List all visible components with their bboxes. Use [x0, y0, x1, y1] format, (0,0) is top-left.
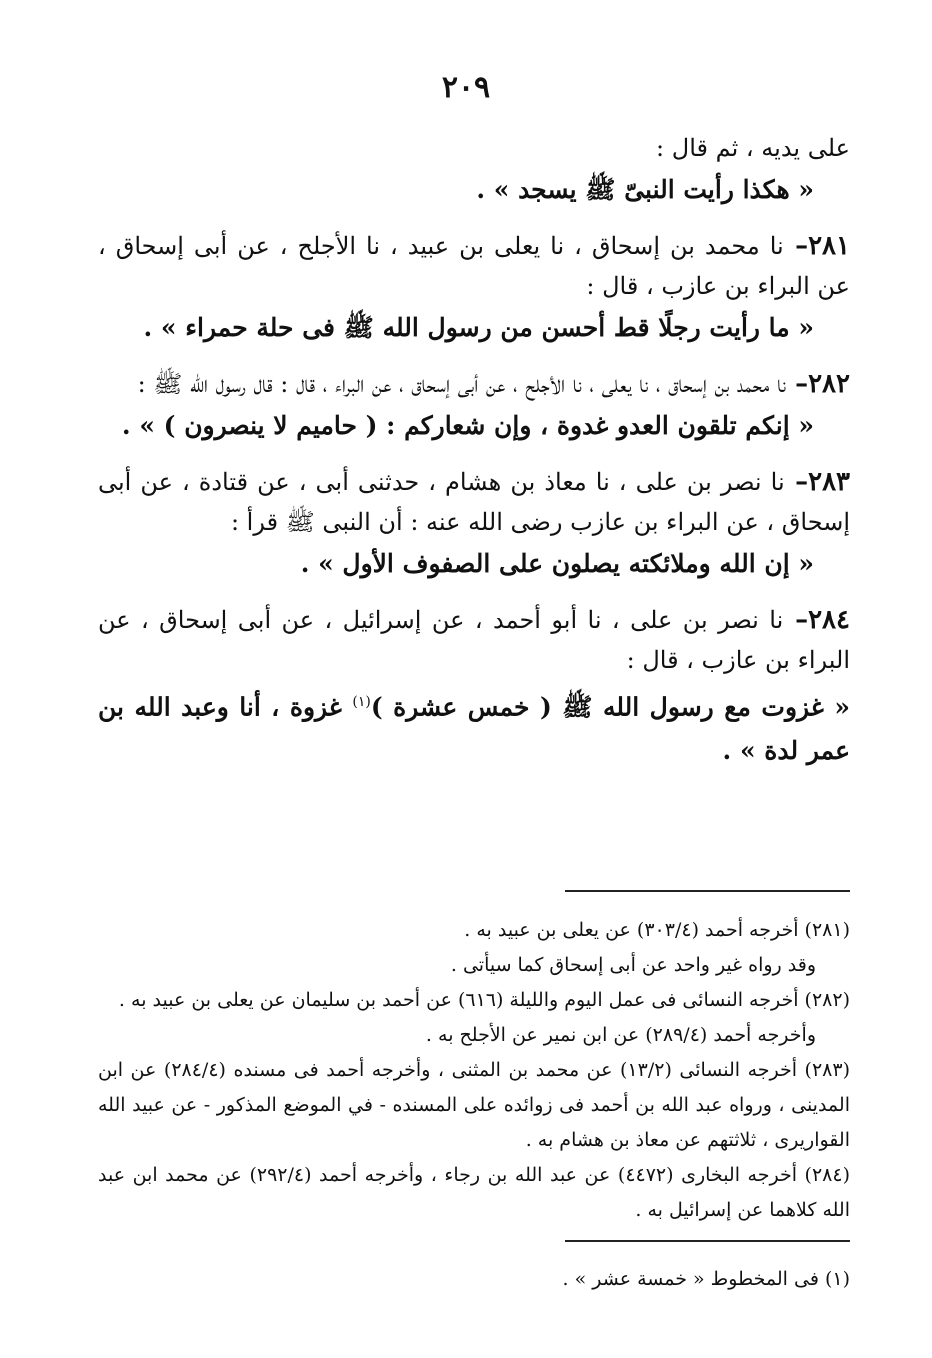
- hadith-number: ٢٨٢: [808, 369, 850, 399]
- quote-part: « غزوت مع رسول الله ﷺ ( خمس عشرة ): [370, 692, 850, 722]
- hadith-283: [98, 462, 850, 542]
- hadith-number: ٢٨٣: [808, 467, 851, 497]
- spacer: [98, 350, 850, 364]
- spacer: [98, 586, 850, 600]
- footnote-282: (٢٨٢) أخرجه النسائى فى عمل اليوم والليلة (٦١٦) عن أحمد بن سليمان عن يعلى بن عبيد به .: [118, 989, 850, 1011]
- footnotes: [98, 913, 850, 1228]
- hadith-number: ٢٨١: [808, 231, 850, 261]
- quote-part: غزوة ، أنا وعبد الله بن عمر لدة » .: [98, 692, 850, 766]
- hadith-281: [98, 226, 850, 306]
- footnote-284: (٢٨٤) أخرجه البخارى (٤٤٧٢) عن عبد الله بن رجاء ، وأخرجه أحمد (٢٩٢/٤) عن محمد ابن عبد الله كلاهما عن إسرائيل به .: [98, 1164, 850, 1221]
- main-text: [98, 128, 850, 773]
- hadith-dash: –: [786, 369, 809, 399]
- manuscript-note-text: (١) فى المخطوط « خمسة عشر » .: [562, 1268, 850, 1290]
- footnote-281: (٢٨١) أخرجه أحمد (٣٠٣/٤) عن يعلى بن عبيد به .: [464, 919, 850, 941]
- footnote-divider: [565, 890, 850, 892]
- hadith-quote: « إن الله وملائكته يصلون على الصفوف الأول » .: [300, 549, 814, 578]
- footnote-divider-2: [565, 1240, 850, 1242]
- hadith-text: نا نصر بن على ، نا أبو أحمد ، عن إسرائيل ، عن أبى إسحاق ، عن البراء بن عازب ، قال :: [98, 606, 850, 674]
- intro-quote: « هكذا رأيت النبىّ ﷺ يسجد » .: [476, 175, 814, 204]
- hadith-dash: –: [783, 231, 809, 261]
- spacer: [98, 448, 850, 462]
- footnote-282-cont: وأخرجه أحمد (٢٨٩/٤) عن ابن نمير عن الأجلح به .: [425, 1024, 816, 1046]
- hadith-text: نا محمد بن إسحاق ، نا يعلى ، نا الأجلح ، عن أبى إسحاق ، عن البراء ، قال : قال رسول الله ﷺ :: [137, 370, 787, 398]
- footnote-ref: (١): [352, 694, 371, 710]
- hadith-quote: « ما رأيت رجلًا قط أحسن من رسول الله ﷺ فى حلة حمراء » .: [143, 313, 814, 342]
- hadith-quote: [98, 680, 850, 773]
- page-number: ٢٠٩: [441, 70, 491, 105]
- footnote-281-cont: وقد رواه غير واحد عن أبى إسحاق كما سيأتى .: [450, 954, 816, 976]
- hadith-number: ٢٨٤: [808, 605, 850, 635]
- hadith-282: [98, 364, 850, 404]
- spacer: [98, 212, 850, 226]
- hadith-quote: « إنكم تلقون العدو غدوة ، وإن شعاركم : ( حاميم لا ينصرون ) » .: [121, 411, 814, 440]
- hadith-text: نا نصر بن على ، نا معاذ بن هشام ، حدثنى أبى ، عن قتادة ، عن أبى إسحاق ، عن البراء بن عازب رضى الله عنه : أن النبى ﷺ قرأ :: [98, 468, 850, 536]
- hadith-dash: –: [784, 467, 809, 497]
- intro-line: على يديه ، ثم قال :: [656, 134, 850, 162]
- manuscript-note: [98, 1262, 850, 1297]
- footnote-283: (٢٨٣) أخرجه النسائى (١٣/٢) عن محمد بن المثنى ، وأخرجه أحمد فى مسنده (٢٨٤/٤) عن ابن المدينى ، ورواه عبد الله بن أحمد فى زوائده على المسنده - في الموضع المذكور - عن عبيد الله القواريرى ، ثلاثتهم عن معاذ بن هشام به .: [98, 1059, 850, 1151]
- hadith-dash: –: [783, 605, 809, 635]
- hadith-284: [98, 600, 850, 680]
- hadith-text: نا محمد بن إسحاق ، نا يعلى بن عبيد ، نا الأجلح ، عن أبى إسحاق ، عن البراء بن عازب ، قال :: [98, 232, 850, 300]
